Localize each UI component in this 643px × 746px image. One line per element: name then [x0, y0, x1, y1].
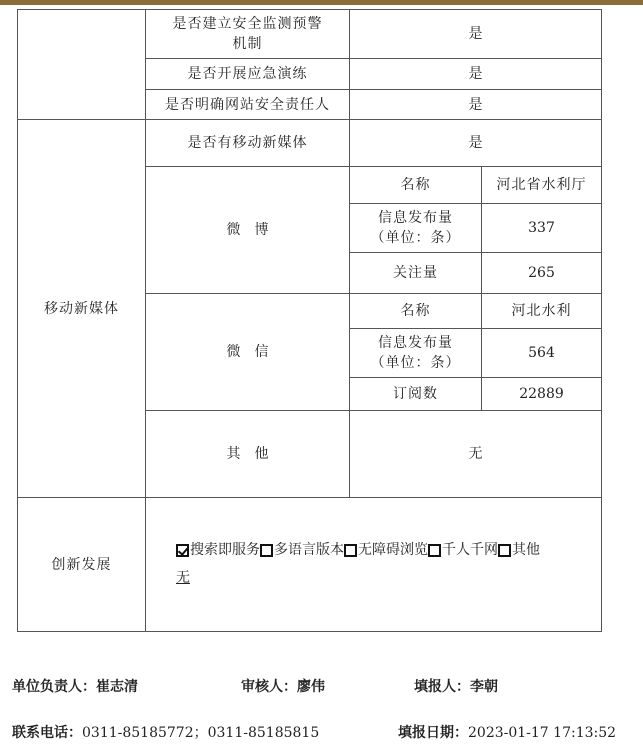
checkbox-accessibility[interactable] [344, 544, 357, 557]
wechat-label: 微 信 [145, 293, 350, 411]
row-value-responsible: 是 [349, 89, 602, 120]
row-value-drill: 是 [349, 58, 602, 90]
wechat-posts-label-line1: 信息发布量 [378, 335, 453, 351]
innovation-options [176, 540, 540, 560]
row-label-monitoring [145, 9, 350, 59]
checkbox-personalized[interactable] [428, 544, 441, 557]
fill-date-label: 填报日期： [398, 725, 468, 741]
other-media-value: 无 [349, 410, 602, 498]
section-label-innovation: 创新发展 [17, 497, 146, 632]
unit-head [12, 676, 138, 696]
option-accessibility-label: 无障碍浏览 [358, 542, 428, 558]
row-label-has-mobile: 是否有移动新媒体 [145, 119, 350, 167]
section-label-empty [17, 9, 146, 120]
row-label-drill: 是否开展应急演练 [145, 58, 350, 90]
checkbox-search-service[interactable] [176, 544, 189, 557]
other-media-label: 其 他 [145, 410, 350, 498]
option-personalized-label: 千人千网 [442, 542, 498, 558]
weibo-followers-label: 关注量 [349, 252, 482, 294]
weibo-name-value: 河北省水利厅 [481, 166, 602, 204]
checkbox-other[interactable] [498, 544, 511, 557]
reviewer [241, 676, 325, 696]
option-search-service-label: 搜索即服务 [190, 542, 260, 558]
weibo-posts-label-line1: 信息发布量 [378, 210, 453, 226]
innovation-other-text: 无 [176, 570, 190, 586]
weibo-posts-value: 337 [481, 203, 602, 253]
contact-phone [12, 722, 319, 742]
row-value-monitoring: 是 [349, 9, 602, 59]
unit-head-value: 崔志清 [96, 679, 138, 695]
fill-date [398, 722, 616, 742]
wechat-posts-value: 564 [481, 328, 602, 378]
wechat-subscribers-label: 订阅数 [349, 377, 482, 411]
filler-label: 填报人： [414, 679, 470, 695]
filler [414, 676, 498, 696]
weibo-posts-label [349, 203, 482, 253]
weibo-posts-label-line2: （单位：条） [370, 230, 461, 246]
option-other-label: 其他 [512, 542, 540, 558]
section-label-mobile-media: 移动新媒体 [17, 119, 146, 498]
filler-value: 李朝 [470, 679, 498, 695]
row-value-has-mobile: 是 [349, 119, 602, 167]
wechat-posts-label [349, 328, 482, 378]
contact-phone-label: 联系电话： [12, 725, 82, 741]
row-label-monitoring-line1: 是否建立安全监测预警 [172, 16, 323, 32]
weibo-followers-value: 265 [481, 252, 602, 294]
top-border-bar [0, 0, 643, 5]
row-label-responsible: 是否明确网站安全责任人 [145, 89, 350, 120]
wechat-posts-label-line2: （单位：条） [370, 355, 461, 371]
weibo-label: 微 博 [145, 166, 350, 294]
unit-head-label: 单位负责人： [12, 679, 96, 695]
contact-phone-value: 0311-85185772；0311-85185815 [82, 725, 320, 741]
wechat-name-value: 河北水利 [481, 293, 602, 329]
checkbox-multilingual[interactable] [260, 544, 273, 557]
reviewer-label: 审核人： [241, 679, 297, 695]
fill-date-value: 2023-01-17 17:13:52 [468, 725, 617, 741]
wechat-subscribers-value: 22889 [481, 377, 602, 411]
row-label-monitoring-line2: 机制 [232, 36, 263, 52]
weibo-name-label: 名称 [349, 166, 482, 204]
option-multilingual-label: 多语言版本 [274, 542, 344, 558]
wechat-name-label: 名称 [349, 293, 482, 329]
innovation-options-cell [145, 497, 602, 632]
reviewer-value: 廖伟 [297, 679, 325, 695]
